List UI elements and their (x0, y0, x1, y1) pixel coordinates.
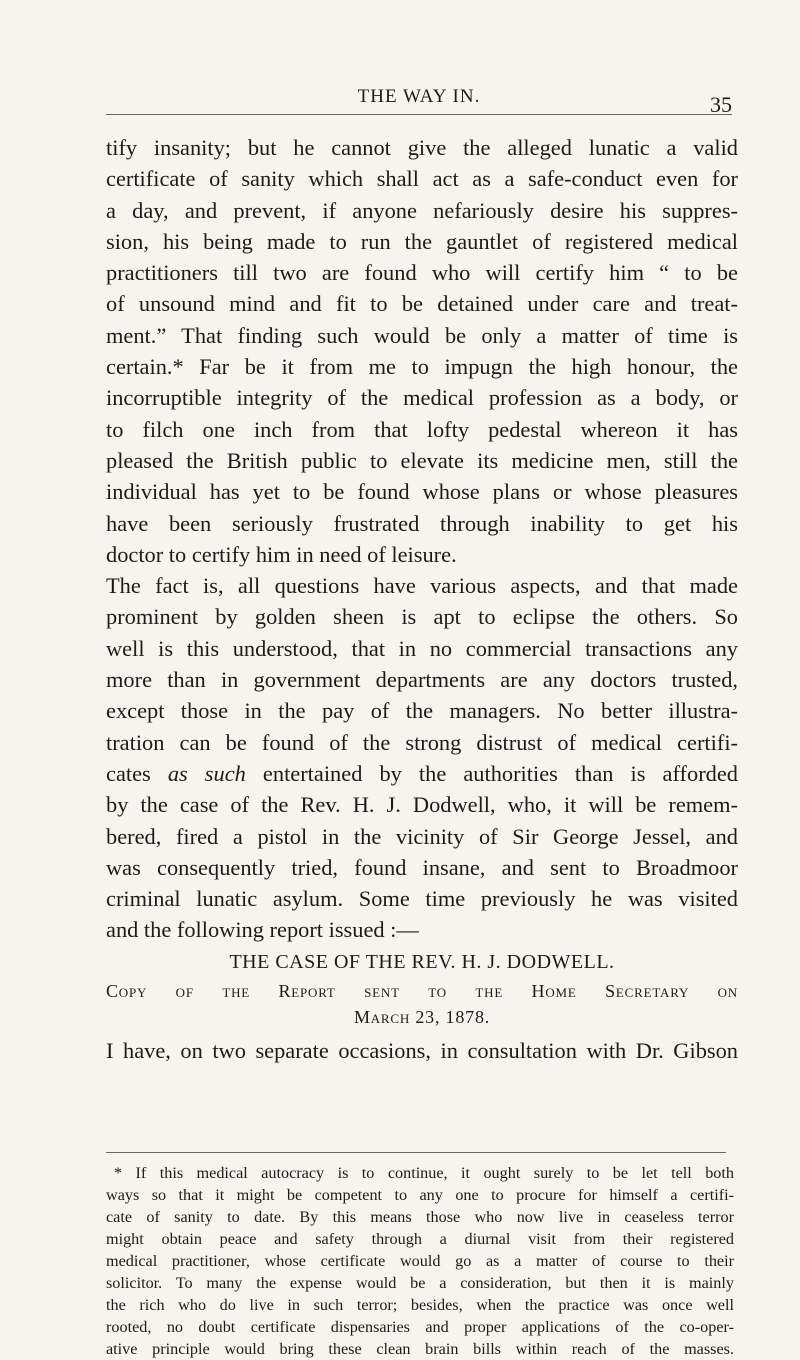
body-line: individual has yet to be found whose plans or whose pleasures (106, 479, 738, 505)
body-line: prominent by golden sheen is apt to eclipse the others. So (106, 604, 738, 630)
page-number: 35 (710, 92, 732, 117)
body-line: certificate of sanity which shall act as a safe-conduct even for (106, 166, 738, 192)
footnote-line: ways so that it might be competent to any one to procure for himself a certifi- (106, 1186, 734, 1204)
body-line: incorruptible integrity of the medical profession as a body, or (106, 385, 738, 411)
footnote-line: * If this medical autocracy is to continue, it ought surely to be let tell both (114, 1164, 734, 1182)
body-line: criminal lunatic asylum. Some time previously he was visited (106, 886, 738, 912)
footnote-rule (106, 1152, 726, 1153)
body-line: certain.* Far be it from me to impugn the high honour, the (106, 354, 738, 380)
body-line: tify insanity; but he cannot give the alleged lunatic a valid (106, 135, 738, 160)
body-line: have been seriously frustrated through inability to get his (106, 510, 738, 536)
footnote (106, 1162, 734, 1360)
body-line: practitioners till two are found who will certify him “ to be (106, 260, 738, 286)
running-title: THE WAY IN. (357, 86, 481, 107)
body-line: to filch one inch from that lofty pedestal whereon it has (106, 416, 738, 442)
body-line: by the case of the Rev. H. J. Dodwell, who, it will be remem- (106, 792, 738, 818)
body-line-italic: cates as such entertained by the authorities than is afforded (106, 760, 738, 786)
footnote-line: rooted, no doubt certificate dispensaries and proper applications of the co-oper- (106, 1318, 734, 1336)
footnote-line: cate of sanity to date. By this means those who now live in ceaseless terror (106, 1208, 734, 1226)
body-line: tration can be found of the strong distrust of medical certifi- (106, 729, 738, 755)
case-heading: THE CASE OF THE REV. H. J. DODWELL. (229, 950, 615, 973)
report-first-line: I have, on two separate occasions, in consultation with Dr. Gibson (106, 1037, 738, 1063)
body-line: except those in the pay of the managers. No better illustra- (106, 698, 738, 724)
body-line: well is this understood, that in no commercial transactions any (106, 635, 738, 661)
footnote-line: ative principle would bring these clean brain bills within reach of the masses. (106, 1340, 734, 1358)
footnote-line: solicitor. To many the expense would be a consideration, but then it is mainly (106, 1274, 734, 1292)
body-line: doctor to certify him in need of leisure. (106, 541, 457, 567)
body-line: more than in government departments are any doctors trusted, (106, 667, 738, 693)
footnote-line: the rich who do live in such terror; besides, when the practice was once well (106, 1296, 734, 1314)
running-head (106, 86, 732, 116)
italic-phrase: as such (167, 760, 246, 786)
body-line: bered, fired a pistol in the vicinity of Sir George Jessel, and (106, 823, 738, 849)
footnote-line: medical practitioner, whose certificate would go as a matter of course to their (106, 1252, 734, 1270)
body-line: of unsound mind and fit to be detained under care and treat- (106, 291, 738, 317)
body-line: The fact is, all questions have various aspects, and that made (106, 573, 738, 599)
body-line: ment.” That finding such would be only a matter of time is (106, 322, 738, 348)
footnote-line: might obtain peace and safety through a diurnal visit from their registered (106, 1230, 734, 1248)
body-line: sion, his being made to run the gauntlet of registered medical (106, 228, 738, 254)
body-line: was consequently tried, found insane, and sent to Broadmoor (106, 854, 738, 880)
report-subheading-date: March 23, 1878. (353, 1006, 491, 1027)
body-text (106, 132, 738, 1066)
header-rule (106, 114, 732, 115)
report-subheading: Copy of the Report sent to the Home Secretary on (106, 980, 738, 1001)
body-line: a day, and prevent, if anyone nefariously desire his suppres- (106, 197, 738, 223)
body-line: and the following report issued :— (106, 917, 419, 943)
body-line: pleased the British public to elevate its medicine men, still the (106, 447, 738, 473)
